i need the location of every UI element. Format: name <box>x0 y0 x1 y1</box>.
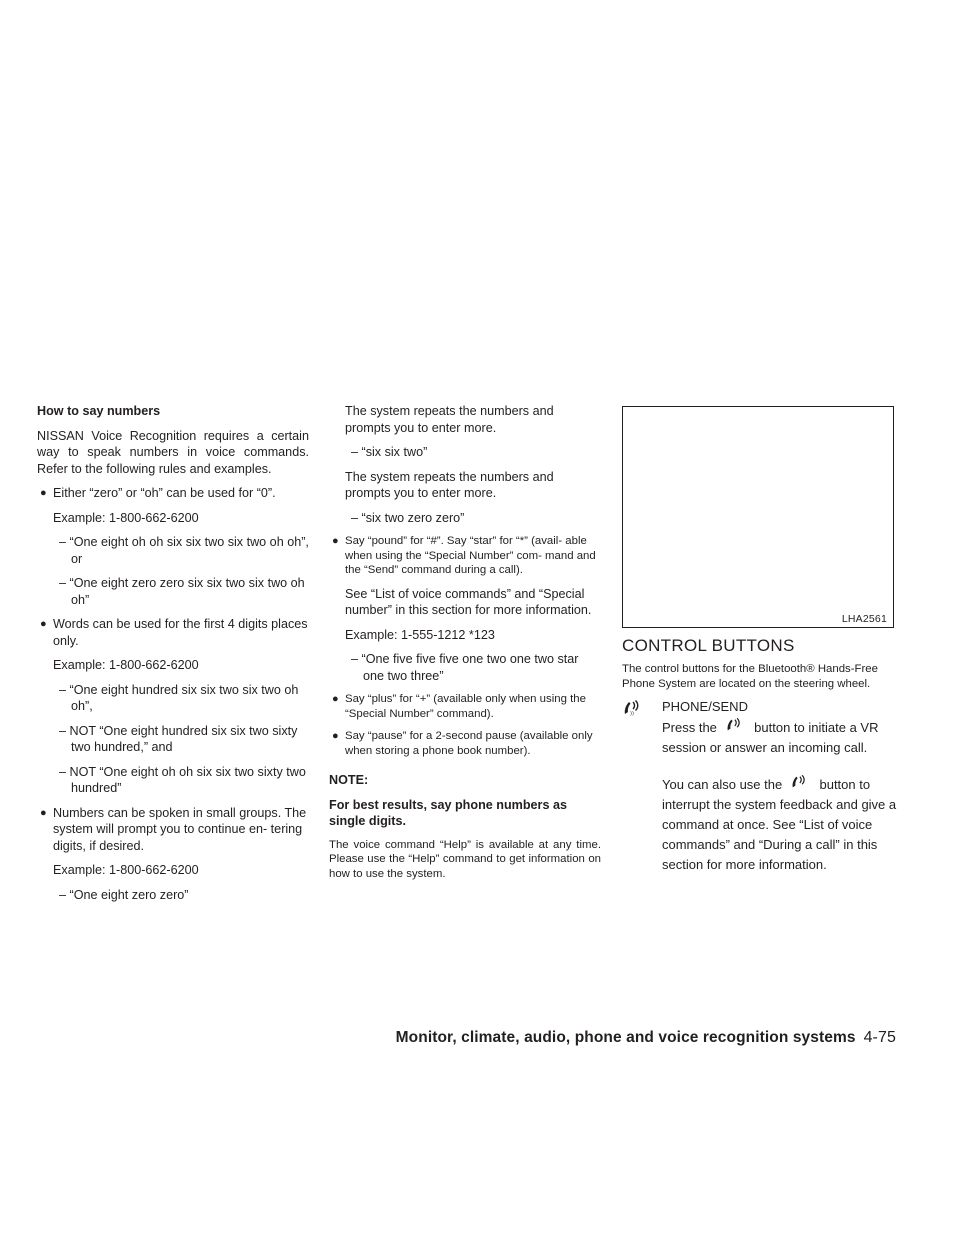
dash-item: – NOT “One eight hundred six six two sixty two hundred,” and <box>59 723 298 754</box>
also-line <box>662 774 902 875</box>
example-text: Example: 1-800-662-6200 <box>53 510 199 525</box>
dash-item: – “six two zero zero” <box>351 510 465 525</box>
dash-item: – “One eight zero zero” <box>59 887 189 902</box>
dash-item: – “One five five five one two one two star one two three” <box>351 652 579 683</box>
heading-how-to-say-numbers: How to say numbers <box>37 404 161 418</box>
column-middle <box>329 403 601 889</box>
bullet-icon: ● <box>40 618 47 630</box>
bullet-icon: ● <box>332 730 339 742</box>
control-intro: The control buttons for the Bluetooth® Hands-Free Phone System are located on the steering wheel. <box>622 663 878 690</box>
dash-item: – “six six two” <box>351 445 428 459</box>
bullet-text: Say “plus” for “+” (available only when using the “Special Number” command). <box>345 693 586 720</box>
section-title: CONTROL BUTTONS <box>622 636 795 655</box>
bullet-item <box>329 729 601 758</box>
also-text-a: You can also use the <box>662 777 783 792</box>
control-name: PHONE/SEND <box>662 699 748 714</box>
press-text-b: button to initiate a VR session or answer an incoming call. <box>662 720 879 755</box>
press-line <box>662 717 902 758</box>
bullet-item <box>37 485 309 502</box>
note-emphasis: For best results, say phone numbers as single digits. <box>329 797 567 828</box>
bullet-text: Say “pound” for “#”. Say “star” for “*” (avail- able when using the “Special Number” com- mand and the “Send” command during a call). <box>345 535 596 576</box>
figure-frame <box>622 406 894 628</box>
bullet-item <box>329 692 601 721</box>
bullet-item <box>37 805 309 855</box>
example-text: Example: 1-555-1212 *123 <box>345 627 495 642</box>
bullet-text: Either “zero” or “oh” can be used for “0”. <box>53 486 276 500</box>
example-text: Example: 1-800-662-6200 <box>53 863 199 877</box>
figure-label: LHA2561 <box>841 613 887 625</box>
bullet-icon: ● <box>332 693 339 705</box>
bullet-icon: ● <box>332 535 339 547</box>
bullet-text: Say “pause” for a 2-second pause (available only when storing a phone book number). <box>345 730 593 757</box>
body-paragraph: See “List of voice commands” and “Special number” in this section for more information. <box>345 586 592 617</box>
note-text: The voice command “Help” is available at any time. Please use the “Help” command to get information on how to use the system. <box>329 838 601 880</box>
bullet-item <box>329 534 601 578</box>
note-title: NOTE: <box>329 773 369 787</box>
control-description <box>662 717 902 875</box>
dash-item: – NOT “One eight oh oh six six two sixty two hundred” <box>59 764 306 795</box>
phone-send-icon <box>723 717 745 733</box>
bullet-text: Words can be used for the first 4 digits places only. <box>53 617 308 648</box>
bullet-text: Numbers can be spoken in small groups. The system will prompt you to continue en- tering digits, if desired. <box>53 805 307 853</box>
press-text-a: Press the <box>662 720 717 735</box>
dash-item: – “One eight oh oh six six two six two oh oh”, or <box>59 535 309 566</box>
page-number: 4-75 <box>863 1029 896 1046</box>
body-paragraph: The system repeats the numbers and prompts you to enter more. <box>345 469 554 500</box>
bullet-item <box>37 616 309 649</box>
phone-send-icon <box>622 697 642 717</box>
phone-send-icon <box>788 774 810 790</box>
dash-item: – “One eight zero zero six six two six two oh oh” <box>59 576 305 607</box>
page-footer <box>396 1029 896 1047</box>
footer-title: Monitor, climate, audio, phone and voice recognition systems <box>395 1029 856 1046</box>
body-paragraph: The system repeats the numbers and prompts you to enter more. <box>345 404 554 435</box>
intro-paragraph: NISSAN Voice Recognition requires a certain way to speak numbers in voice commands. Refer to the following rules and examples. <box>37 428 309 476</box>
bullet-icon: ● <box>40 806 47 819</box>
svg-text:)): )) <box>630 710 634 717</box>
example-text: Example: 1-800-662-6200 <box>53 658 199 672</box>
also-text-b: button to interrupt the system feedback and give a command at once. See “List of voice commands” and “During a call” in this section for more information. <box>662 777 897 872</box>
bullet-icon: ● <box>40 487 47 499</box>
dash-item: – “One eight hundred six six two six two oh oh”, <box>59 682 299 713</box>
column-left <box>37 403 309 911</box>
